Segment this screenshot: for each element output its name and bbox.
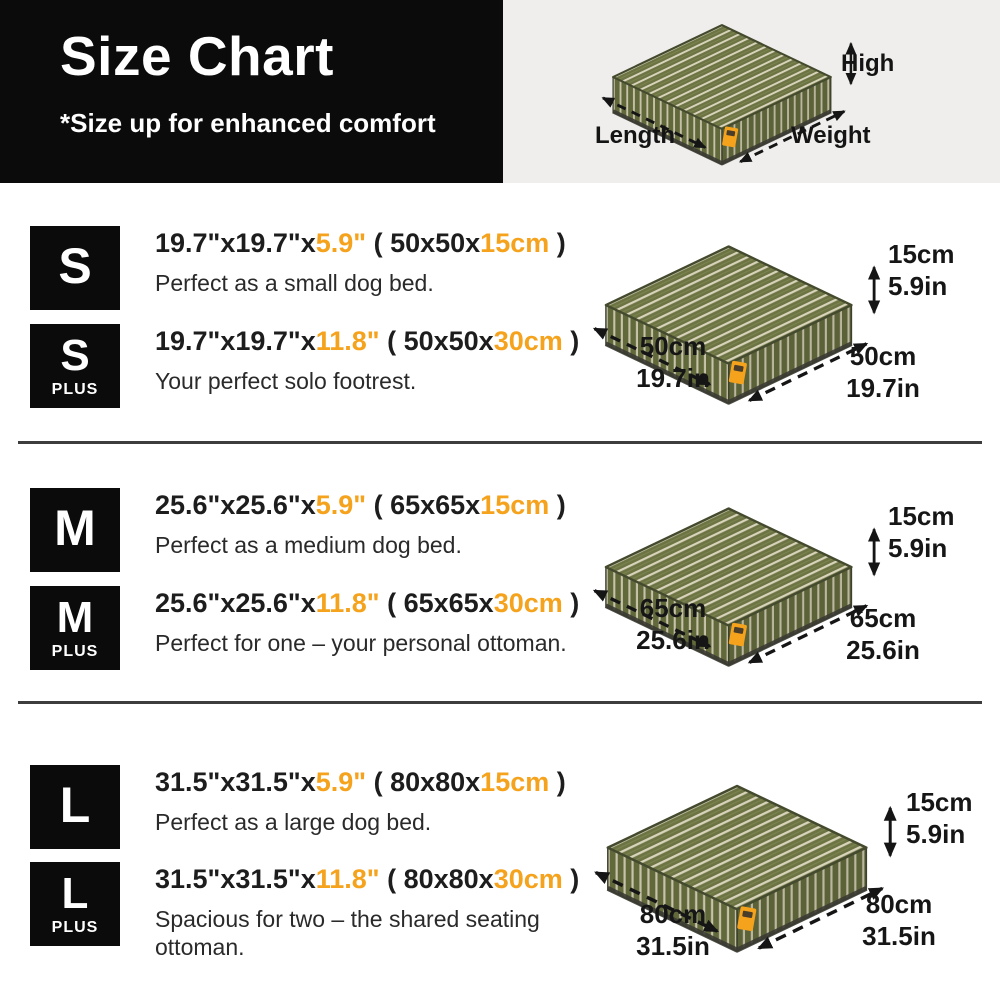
badge-plus-label: PLUS	[51, 919, 99, 936]
width-arrow-label: Weight	[791, 122, 871, 149]
size-row-l-plus	[0, 862, 580, 961]
size-badge-s	[30, 226, 120, 310]
cushion-illustration	[581, 0, 883, 201]
size-description: Perfect as a medium dog bed.	[155, 532, 462, 558]
badge-letter: S	[60, 331, 90, 380]
width-dimension-label: 50cm 19.7in	[846, 341, 920, 403]
size-section-s	[0, 208, 1000, 463]
badge-letter: S	[58, 238, 92, 294]
size-description: Perfect for one – your personal ottoman.	[155, 630, 567, 656]
title-panel	[0, 0, 503, 183]
size-section-m	[0, 470, 1000, 725]
size-badge-m	[30, 488, 120, 572]
dimensions-line: 19.7"x19.7"x5.9" ( 50x50x15cm )	[155, 228, 566, 258]
length-dimension-label: 80cm 31.5in	[636, 899, 710, 961]
section-divider	[18, 441, 982, 444]
size-description: Spacious for two – the shared seating ottoman.	[155, 906, 540, 961]
dimensions-line: 31.5"x31.5"x11.8" ( 80x80x30cm )	[155, 864, 580, 894]
badge-letter: M	[56, 593, 94, 642]
size-row-m-plus	[0, 586, 580, 682]
length-dimension-label: 50cm 19.7in	[636, 331, 710, 393]
size-section-l	[0, 742, 1000, 997]
size-badge-s-plus	[30, 324, 120, 408]
height-dimension-label: 15cm 5.9in	[888, 239, 955, 301]
size-badge-l-plus	[30, 862, 120, 946]
height-dimension-label: 15cm 5.9in	[906, 787, 973, 849]
badge-letter: L	[61, 869, 89, 918]
page-subtitle: *Size up for enhanced comfort	[60, 108, 436, 138]
cushion-figure-l	[570, 756, 1000, 996]
size-description: Your perfect solo footrest.	[155, 368, 417, 394]
badge-plus-label: PLUS	[51, 381, 99, 398]
size-row-s	[0, 226, 570, 322]
dimensions-line: 25.6"x25.6"x5.9" ( 65x65x15cm )	[155, 490, 566, 520]
size-row-s-plus	[0, 324, 580, 420]
width-dimension-label: 65cm 25.6in	[846, 603, 920, 665]
size-badge-m-plus	[30, 586, 120, 670]
dimensions-line: 31.5"x31.5"x5.9" ( 80x80x15cm )	[155, 767, 566, 797]
cushion-figure-m	[570, 480, 1000, 720]
width-dimension-label: 80cm 31.5in	[862, 889, 936, 951]
dimensions-line: 25.6"x25.6"x11.8" ( 65x65x30cm )	[155, 588, 580, 618]
section-divider	[18, 701, 982, 704]
legend-panel	[503, 0, 1000, 183]
height-arrow-label: High	[841, 50, 895, 77]
badge-letter: M	[54, 500, 96, 556]
cushion-figure-s	[570, 218, 1000, 458]
size-row-l	[0, 765, 570, 861]
length-dimension-label: 65cm 25.6in	[636, 593, 710, 655]
size-badge-l	[30, 765, 120, 849]
page-title: Size Chart	[60, 25, 334, 87]
badge-letter: L	[59, 777, 91, 833]
dimensions-line: 19.7"x19.7"x11.8" ( 50x50x30cm )	[155, 326, 580, 356]
height-dimension-label: 15cm 5.9in	[888, 501, 955, 563]
size-description: Perfect as a small dog bed.	[155, 270, 434, 296]
badge-plus-label: PLUS	[51, 643, 99, 660]
length-arrow-label: Length	[595, 122, 675, 149]
size-description: Perfect as a large dog bed.	[155, 809, 432, 835]
size-row-m	[0, 488, 570, 584]
